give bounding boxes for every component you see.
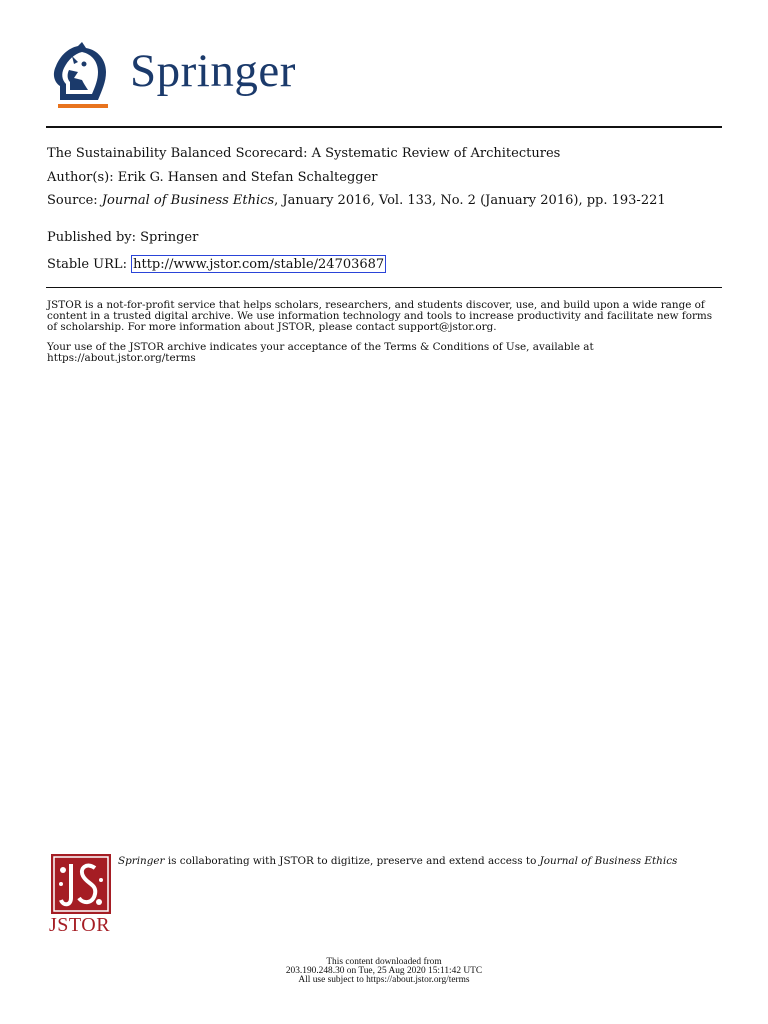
stable-url-link[interactable]: http://www.jstor.com/stable/24703687 [133,257,385,272]
source-details: , January 2016, Vol. 133, No. 2 (January 2016), pp. 193-221 [274,193,666,208]
jstor-intro-paragraph: JSTOR is a not-for-profit service that helps scholars, researchers, and students discover, use, and build upon a wide range of content in a trusted digital archive. We use information technology and tools to increase productivity and facilitate new forms of scholarship. For more information about JSTOR, please contact support@jstor.org. [47,299,713,333]
springer-horse-icon [48,42,112,104]
terms-paragraph: Your use of the JSTOR archive indicates your acceptance of the Terms & Conditions of Use, available at https://about.jstor.org/terms [47,341,594,364]
publisher-line [47,230,198,246]
section-divider [46,287,722,288]
publisher-value: Springer [140,230,199,245]
download-notice-line-2: 203.190.248.30 on Tue, 25 Aug 2020 15:11:42 UTC [285,966,483,976]
download-notice-line-3: All use subject to https://about.jstor.org/terms [298,975,470,985]
stable-url-label: Stable URL: [47,257,127,272]
jstor-tree-icon [51,854,111,914]
download-notice-line-1: This content downloaded from [326,957,442,967]
source-label: Source: [47,193,98,208]
authors-line [47,170,378,186]
authors-label: Author(s): [47,170,114,185]
source-line [47,193,707,209]
article-title: The Sustainability Balanced Scorecard: A Systematic Review of Architectures [47,146,561,161]
collab-publisher: Springer [118,855,165,867]
authors-value: Erik G. Hansen and Stefan Schaltegger [117,170,378,185]
stable-url-line [47,257,386,273]
collaboration-statement [118,856,678,867]
journal-name: Journal of Business Ethics [101,193,275,208]
header-divider [46,126,722,128]
springer-logo-underline [58,104,108,108]
collab-journal: Journal of Business Ethics [539,855,678,867]
jstor-wordmark: JSTOR [49,914,111,936]
springer-wordmark: Springer [130,45,296,97]
publisher-label: Published by: [47,230,136,245]
collab-body: is collaborating with JSTOR to digitize, preserve and extend access to [164,855,540,867]
